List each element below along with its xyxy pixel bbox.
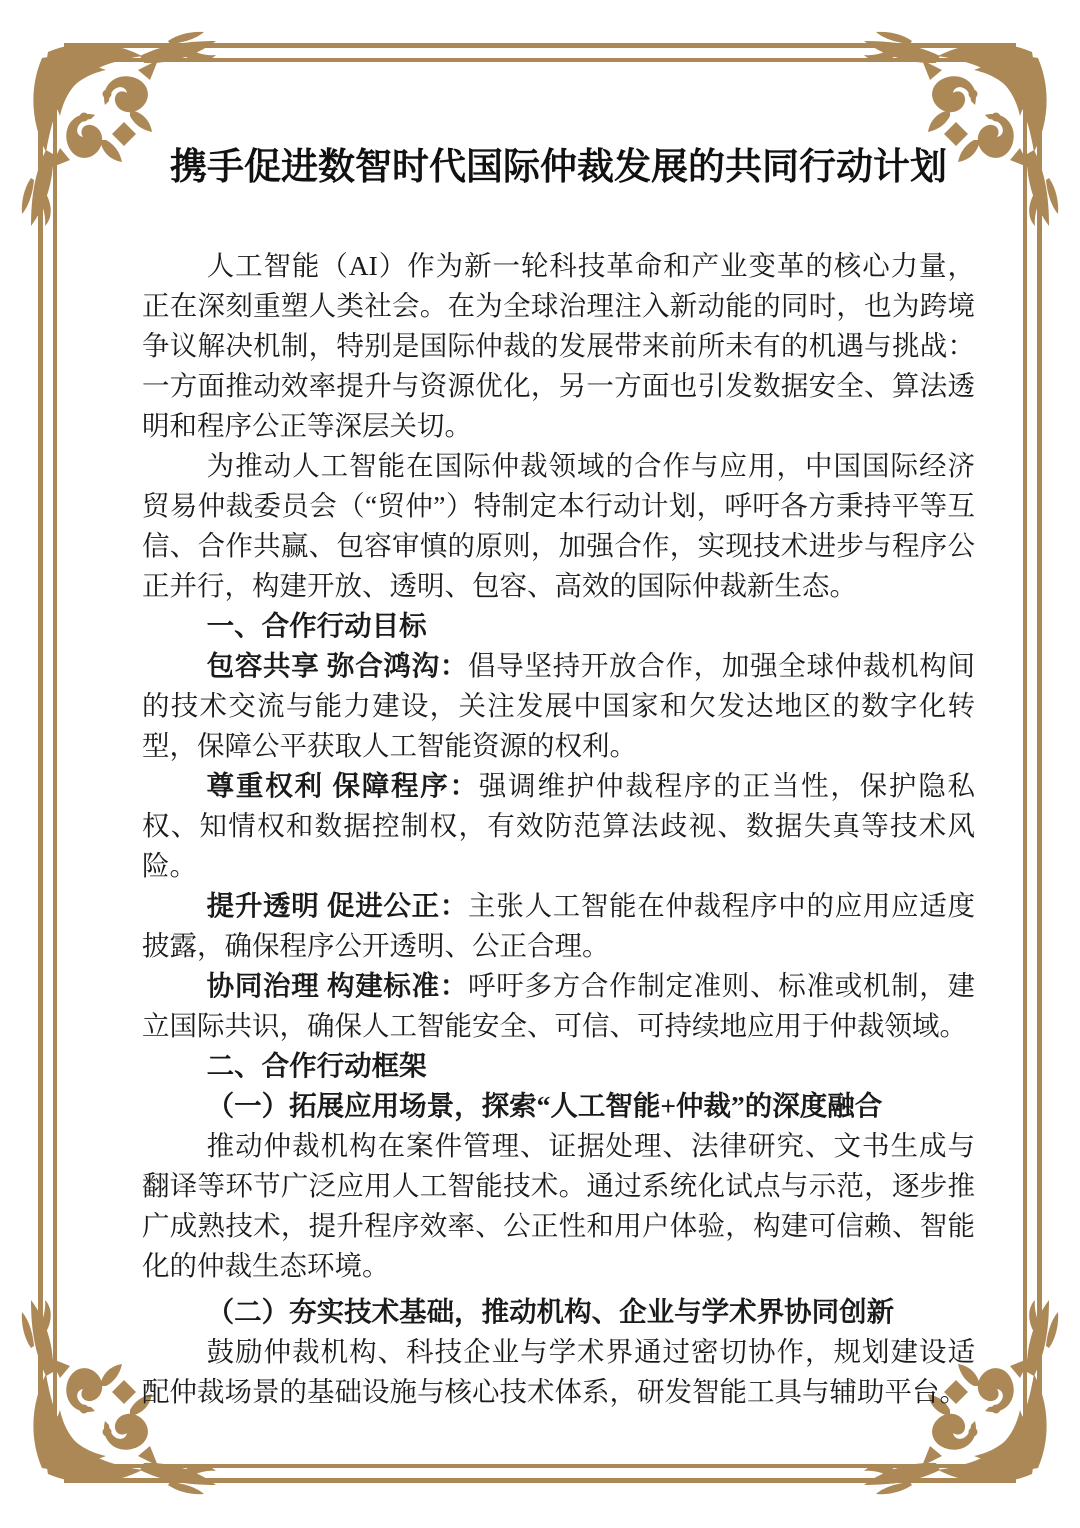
paragraph (142, 886, 975, 966)
bold-lead-text: 包容共享 弥合鸿沟： (206, 650, 469, 681)
bold-lead-text: 尊重权利 保障程序： (206, 770, 479, 801)
section-heading (142, 1086, 975, 1126)
body-text: 鼓励仲裁机构、科技企业与学术界通过密切协作，规划建设适配仲裁场景的基础设施与核心技术体系，研发智能工具与辅助平台。 (142, 1336, 975, 1407)
frame-line-top-inner (212, 58, 868, 62)
frame-line-left-outer (38, 210, 43, 1318)
frame-line-left-inner (53, 210, 57, 1318)
body-text: 倡导坚持开放合作，加强全球仲裁机构间的技术交流与能力建设，关注发展中国家和欠发达地区的数字化转型，保障公平获取人工智能资源的权利。 (142, 650, 976, 761)
body-text: 强调维护仲裁程序的正当性，保护隐私权、知情权和数据控制权，有效防范算法歧视、数据失真等技术风险。 (142, 770, 976, 881)
paragraph (142, 246, 975, 446)
bold-lead-text: （二）夯实技术基础，推动机构、企业与学术界协同创新 (206, 1296, 895, 1327)
section-heading (142, 1046, 975, 1086)
paragraph (142, 1332, 975, 1412)
frame-line-bottom-outer (212, 1478, 868, 1483)
bold-lead-text: 协同治理 构建标准： (206, 970, 469, 1001)
body-text: 呼吁多方合作制定准则、标准或机制，建立国际共识，确保人工智能安全、可信、可持续地应用于仲裁领域。 (142, 970, 976, 1041)
body-text: 人工智能（AI）作为新一轮科技革命和产业变革的核心力量，正在深刻重塑人类社会。在为全球治理注入新动能的同时，也为跨境争议解决机制，特别是国际仲裁的发展带来前所未有的机遇与挑战：一方面推动效率提升与资源优化，另一方面也引发数据安全、算法透明和程序公正等深层关切。 (142, 250, 975, 441)
frame-line-top-outer (212, 43, 868, 48)
paragraph (142, 646, 975, 766)
body-text: 推动仲裁机构在案件管理、证据处理、法律研究、文书生成与翻译等环节广泛应用人工智能技术。通过系统化试点与示范，逐步推广成熟技术，提升程序效率、公正性和用户体验，构建可信赖、智能化的仲裁生态环境。 (142, 1130, 975, 1281)
document-body (142, 246, 975, 1412)
bold-lead-text: （一）拓展应用场景，探索“人工智能+仲裁”的深度融合 (206, 1090, 883, 1121)
paragraph (142, 766, 975, 886)
document-content (142, 146, 975, 1412)
document-title: 携手促进数智时代国际仲裁发展的共同行动计划 (170, 147, 947, 188)
body-text: 为推动人工智能在国际仲裁领域的合作与应用，中国国际经济贸易仲裁委员会（“贸仲”）特制定本行动计划，呼吁各方秉持平等互信、合作共赢、包容审慎的原则，加强合作，实现技术进步与程序公正并行，构建开放、透明、包容、高效的国际仲裁新生态。 (142, 450, 975, 601)
section-heading (142, 606, 975, 646)
section-heading (142, 1292, 975, 1332)
paragraph (142, 446, 975, 606)
paragraph (142, 966, 975, 1046)
paragraph (142, 1126, 975, 1286)
bold-lead-text: 一、合作行动目标 (206, 610, 427, 641)
bold-lead-text: 提升透明 促进公正： (206, 890, 469, 921)
body-text: 主张人工智能在仲裁程序中的应用应适度披露，确保程序公开透明、公正合理。 (142, 890, 976, 961)
frame-line-bottom-inner (212, 1464, 868, 1468)
bold-lead-text: 二、合作行动框架 (206, 1050, 427, 1081)
frame-line-right-outer (1037, 210, 1042, 1318)
frame-line-right-inner (1023, 210, 1027, 1318)
